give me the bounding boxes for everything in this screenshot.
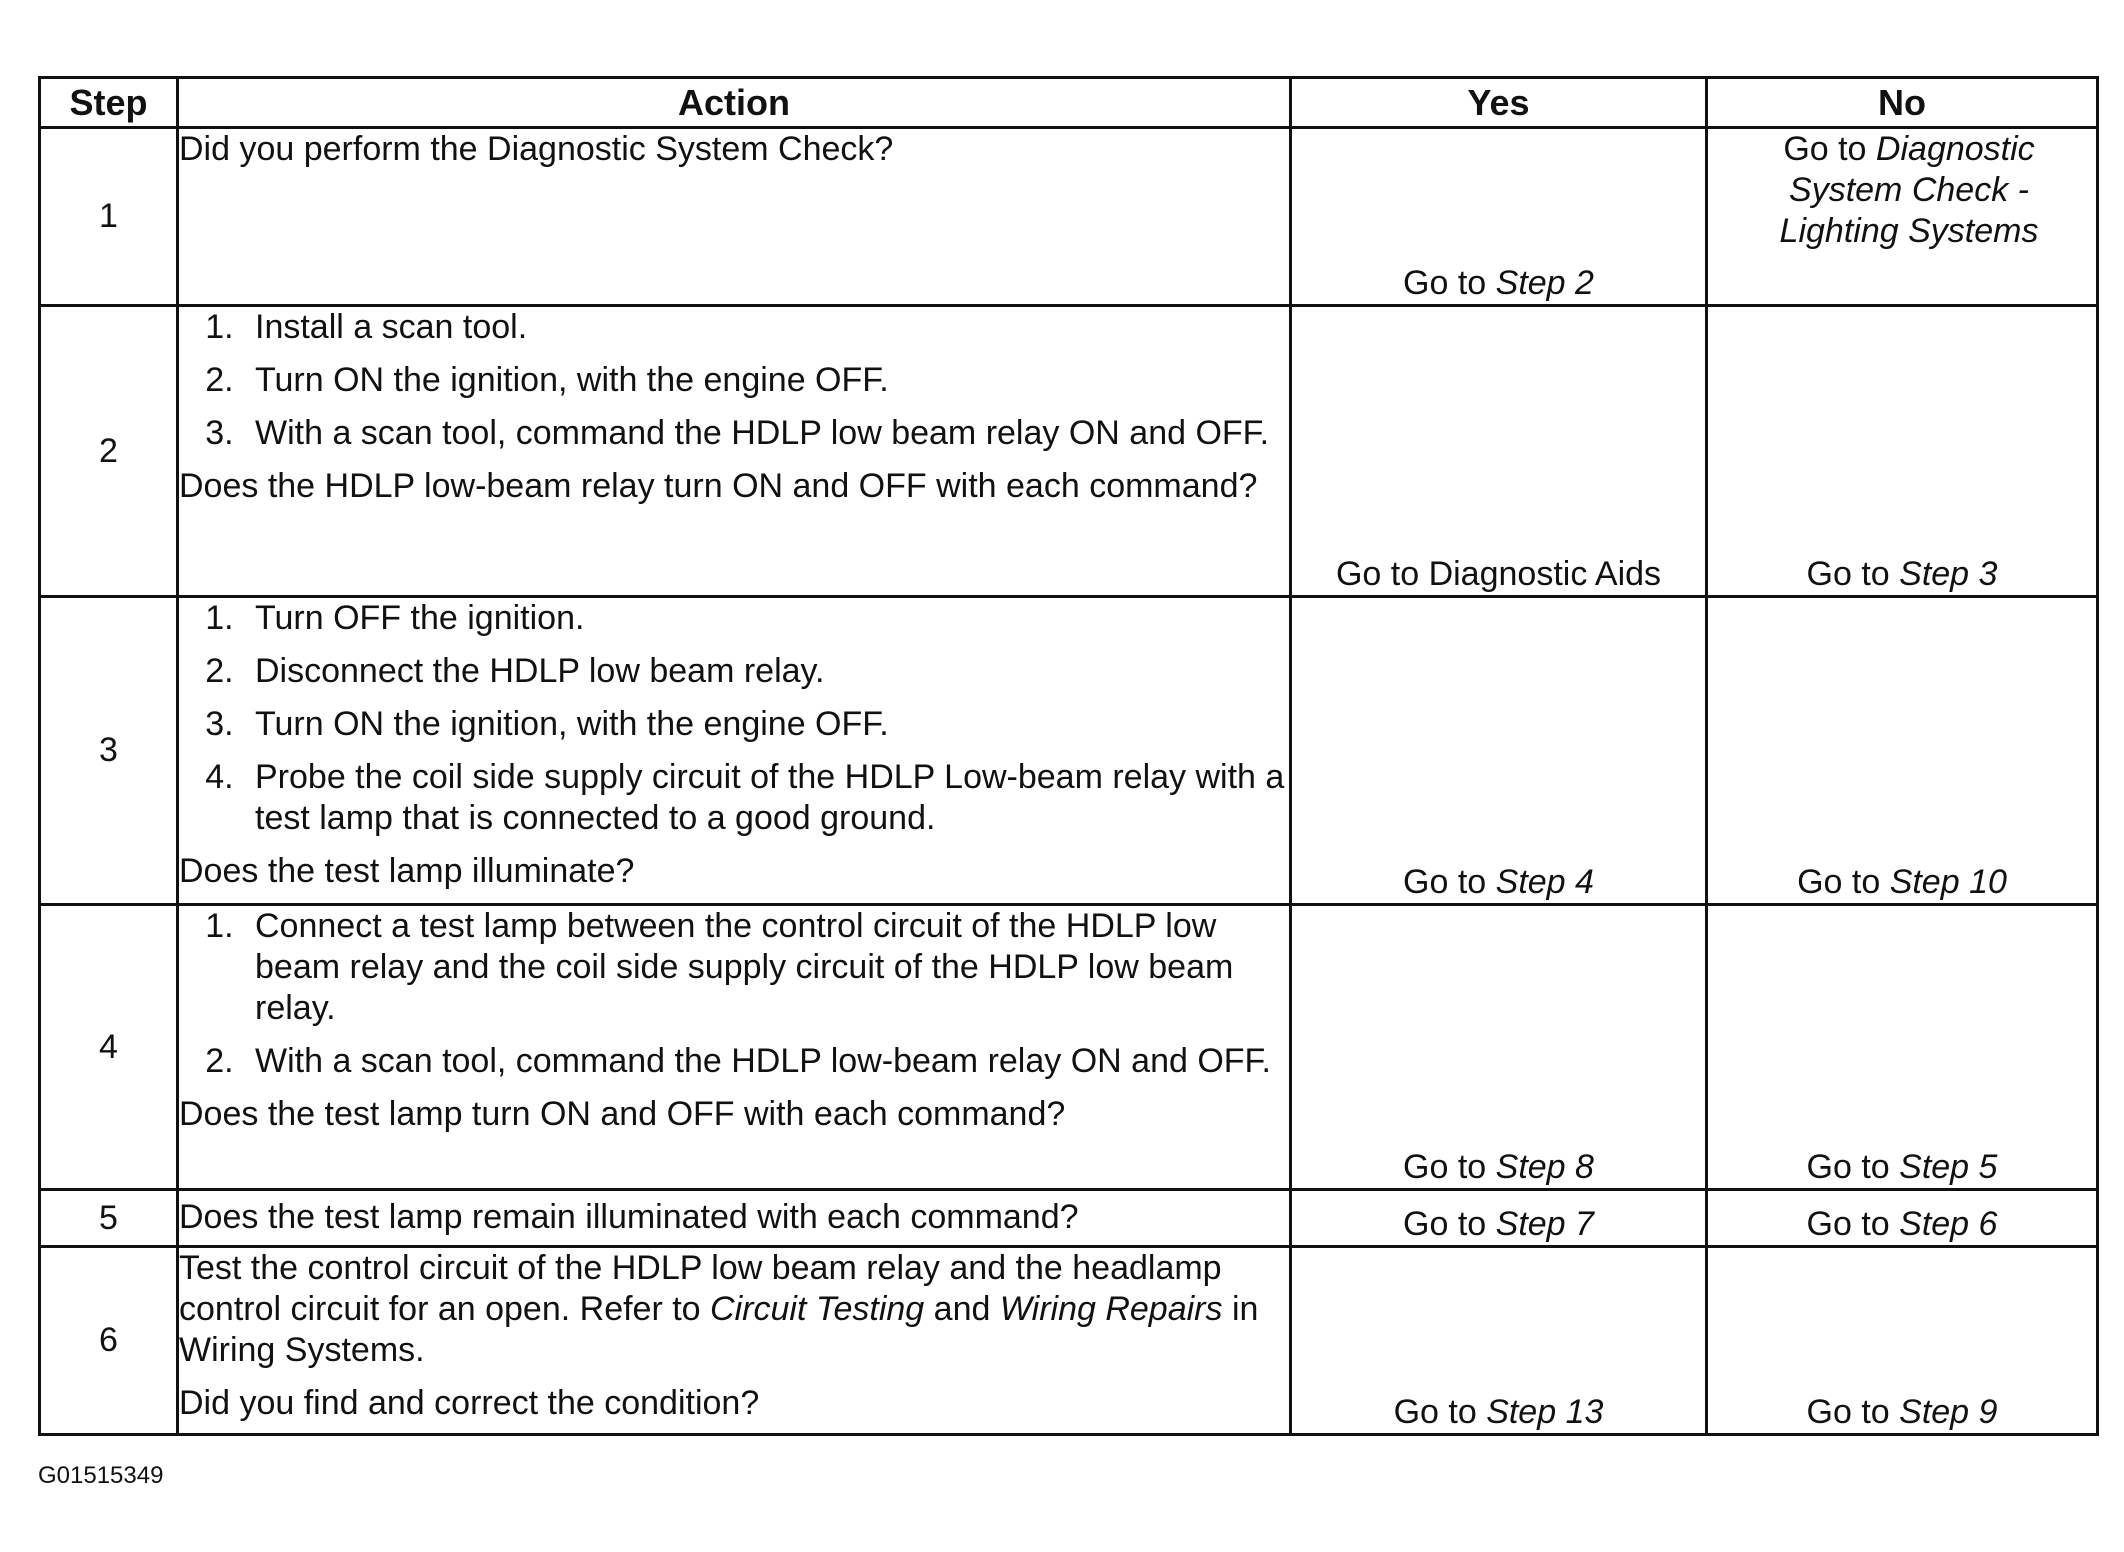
wiring-repairs-ref: Wiring Repairs <box>999 1290 1223 1328</box>
yes-step-ref: Step 7 <box>1495 1205 1594 1243</box>
yes-prefix: Go to Diagnostic Aids <box>1335 555 1662 593</box>
header-no: No <box>1707 78 2098 128</box>
yes-step-ref: Step 13 <box>1486 1393 1604 1431</box>
table-row <box>40 306 2098 597</box>
action-question: Does the test lamp remain illuminated with each command? <box>179 1198 1079 1236</box>
action-cell <box>178 1247 1291 1435</box>
yes-prefix: Go to <box>1393 1393 1487 1431</box>
header-yes: Yes <box>1291 78 1707 128</box>
yes-cell <box>1291 306 1707 597</box>
no-step-ref: Diagnostic System Check - Lighting Systems <box>1779 130 2039 250</box>
no-step-ref: Step 6 <box>1899 1205 1998 1243</box>
no-cell <box>1707 597 2098 905</box>
table-row <box>40 1247 2098 1435</box>
figure-id: G01515349 <box>38 1462 164 1489</box>
action-steps-list <box>179 598 1289 839</box>
no-step-ref: Step 5 <box>1899 1148 1998 1186</box>
action-cell <box>178 905 1291 1190</box>
action-question: Does the test lamp turn ON and OFF with each command? <box>179 1095 1066 1133</box>
action-question: Did you find and correct the condition? <box>179 1384 760 1422</box>
yes-prefix: Go to <box>1403 1148 1496 1186</box>
yes-step-ref: Step 4 <box>1495 863 1594 901</box>
no-prefix: Go to <box>1806 1148 1900 1186</box>
no-step-ref: Step 9 <box>1899 1393 1998 1431</box>
action-cell <box>178 306 1291 597</box>
no-prefix: Go to <box>1797 863 1890 901</box>
yes-step-ref: Step 8 <box>1495 1148 1594 1186</box>
action-text-part: in Wiring Systems. <box>179 1290 1259 1369</box>
no-prefix: Go to <box>1806 1393 1900 1431</box>
yes-prefix: Go to <box>1403 264 1496 302</box>
step-number: 5 <box>40 1190 178 1247</box>
action-question: Does the test lamp illuminate? <box>179 852 635 890</box>
list-item: 1. Install a scan tool. <box>243 307 1289 348</box>
list-item: 1. Connect a test lamp between the control circuit of the HDLP low beam relay and the coil side supply circuit of the HDLP low beam relay. <box>243 906 1289 1029</box>
action-steps-list <box>179 307 1289 454</box>
table-row <box>40 905 2098 1190</box>
no-cell <box>1707 1247 2098 1435</box>
no-cell <box>1707 128 2098 306</box>
yes-prefix: Go to <box>1403 1205 1496 1243</box>
no-cell <box>1707 905 2098 1190</box>
list-item: 1. Turn OFF the ignition. <box>243 598 1289 639</box>
table-row <box>40 597 2098 905</box>
action-cell <box>178 128 1291 306</box>
no-prefix: Go to <box>1806 1205 1900 1243</box>
no-cell <box>1707 1190 2098 1247</box>
list-item: 3. With a scan tool, command the HDLP low beam relay ON and OFF. <box>243 413 1289 454</box>
circuit-testing-ref: Circuit Testing <box>710 1290 925 1328</box>
yes-step-ref: Step 2 <box>1495 264 1594 302</box>
yes-prefix: Go to <box>1403 863 1496 901</box>
header-action: Action <box>178 78 1291 128</box>
step-number: 2 <box>40 306 178 597</box>
action-text-part: and <box>924 1290 1000 1328</box>
yes-cell <box>1291 905 1707 1190</box>
action-text-part: Test the control circuit of the HDLP low beam relay and the headlamp control circuit for an open. Refer to <box>179 1249 1222 1328</box>
action-cell <box>178 597 1291 905</box>
header-row <box>40 78 2098 128</box>
no-step-ref: Step 10 <box>1889 863 2007 901</box>
table-row <box>40 1190 2098 1247</box>
list-item: 2. With a scan tool, command the HDLP low-beam relay ON and OFF. <box>243 1041 1289 1082</box>
yes-cell <box>1291 597 1707 905</box>
action-question: Did you perform the Diagnostic System Check? <box>179 130 894 168</box>
table-row <box>40 128 2098 306</box>
list-item: 2. Disconnect the HDLP low beam relay. <box>243 651 1289 692</box>
step-number: 3 <box>40 597 178 905</box>
no-prefix: Go to <box>1783 130 1876 168</box>
diagnostic-table <box>38 76 2099 1436</box>
step-number: 4 <box>40 905 178 1190</box>
yes-cell <box>1291 128 1707 306</box>
step-number: 6 <box>40 1247 178 1435</box>
list-item: 3. Turn ON the ignition, with the engine OFF. <box>243 704 1289 745</box>
header-step: Step <box>40 78 178 128</box>
action-cell <box>178 1190 1291 1247</box>
action-text <box>179 1248 1289 1371</box>
no-cell <box>1707 306 2098 597</box>
action-question: Does the HDLP low-beam relay turn ON and OFF with each command? <box>179 467 1258 505</box>
list-item: 2. Turn ON the ignition, with the engine OFF. <box>243 360 1289 401</box>
step-number: 1 <box>40 128 178 306</box>
no-prefix: Go to <box>1806 555 1900 593</box>
list-item: 4. Probe the coil side supply circuit of the HDLP Low-beam relay with a test lamp that is connected to a good ground. <box>243 757 1289 839</box>
no-step-ref: Step 3 <box>1899 555 1998 593</box>
yes-cell <box>1291 1247 1707 1435</box>
yes-cell <box>1291 1190 1707 1247</box>
action-steps-list <box>179 906 1289 1082</box>
